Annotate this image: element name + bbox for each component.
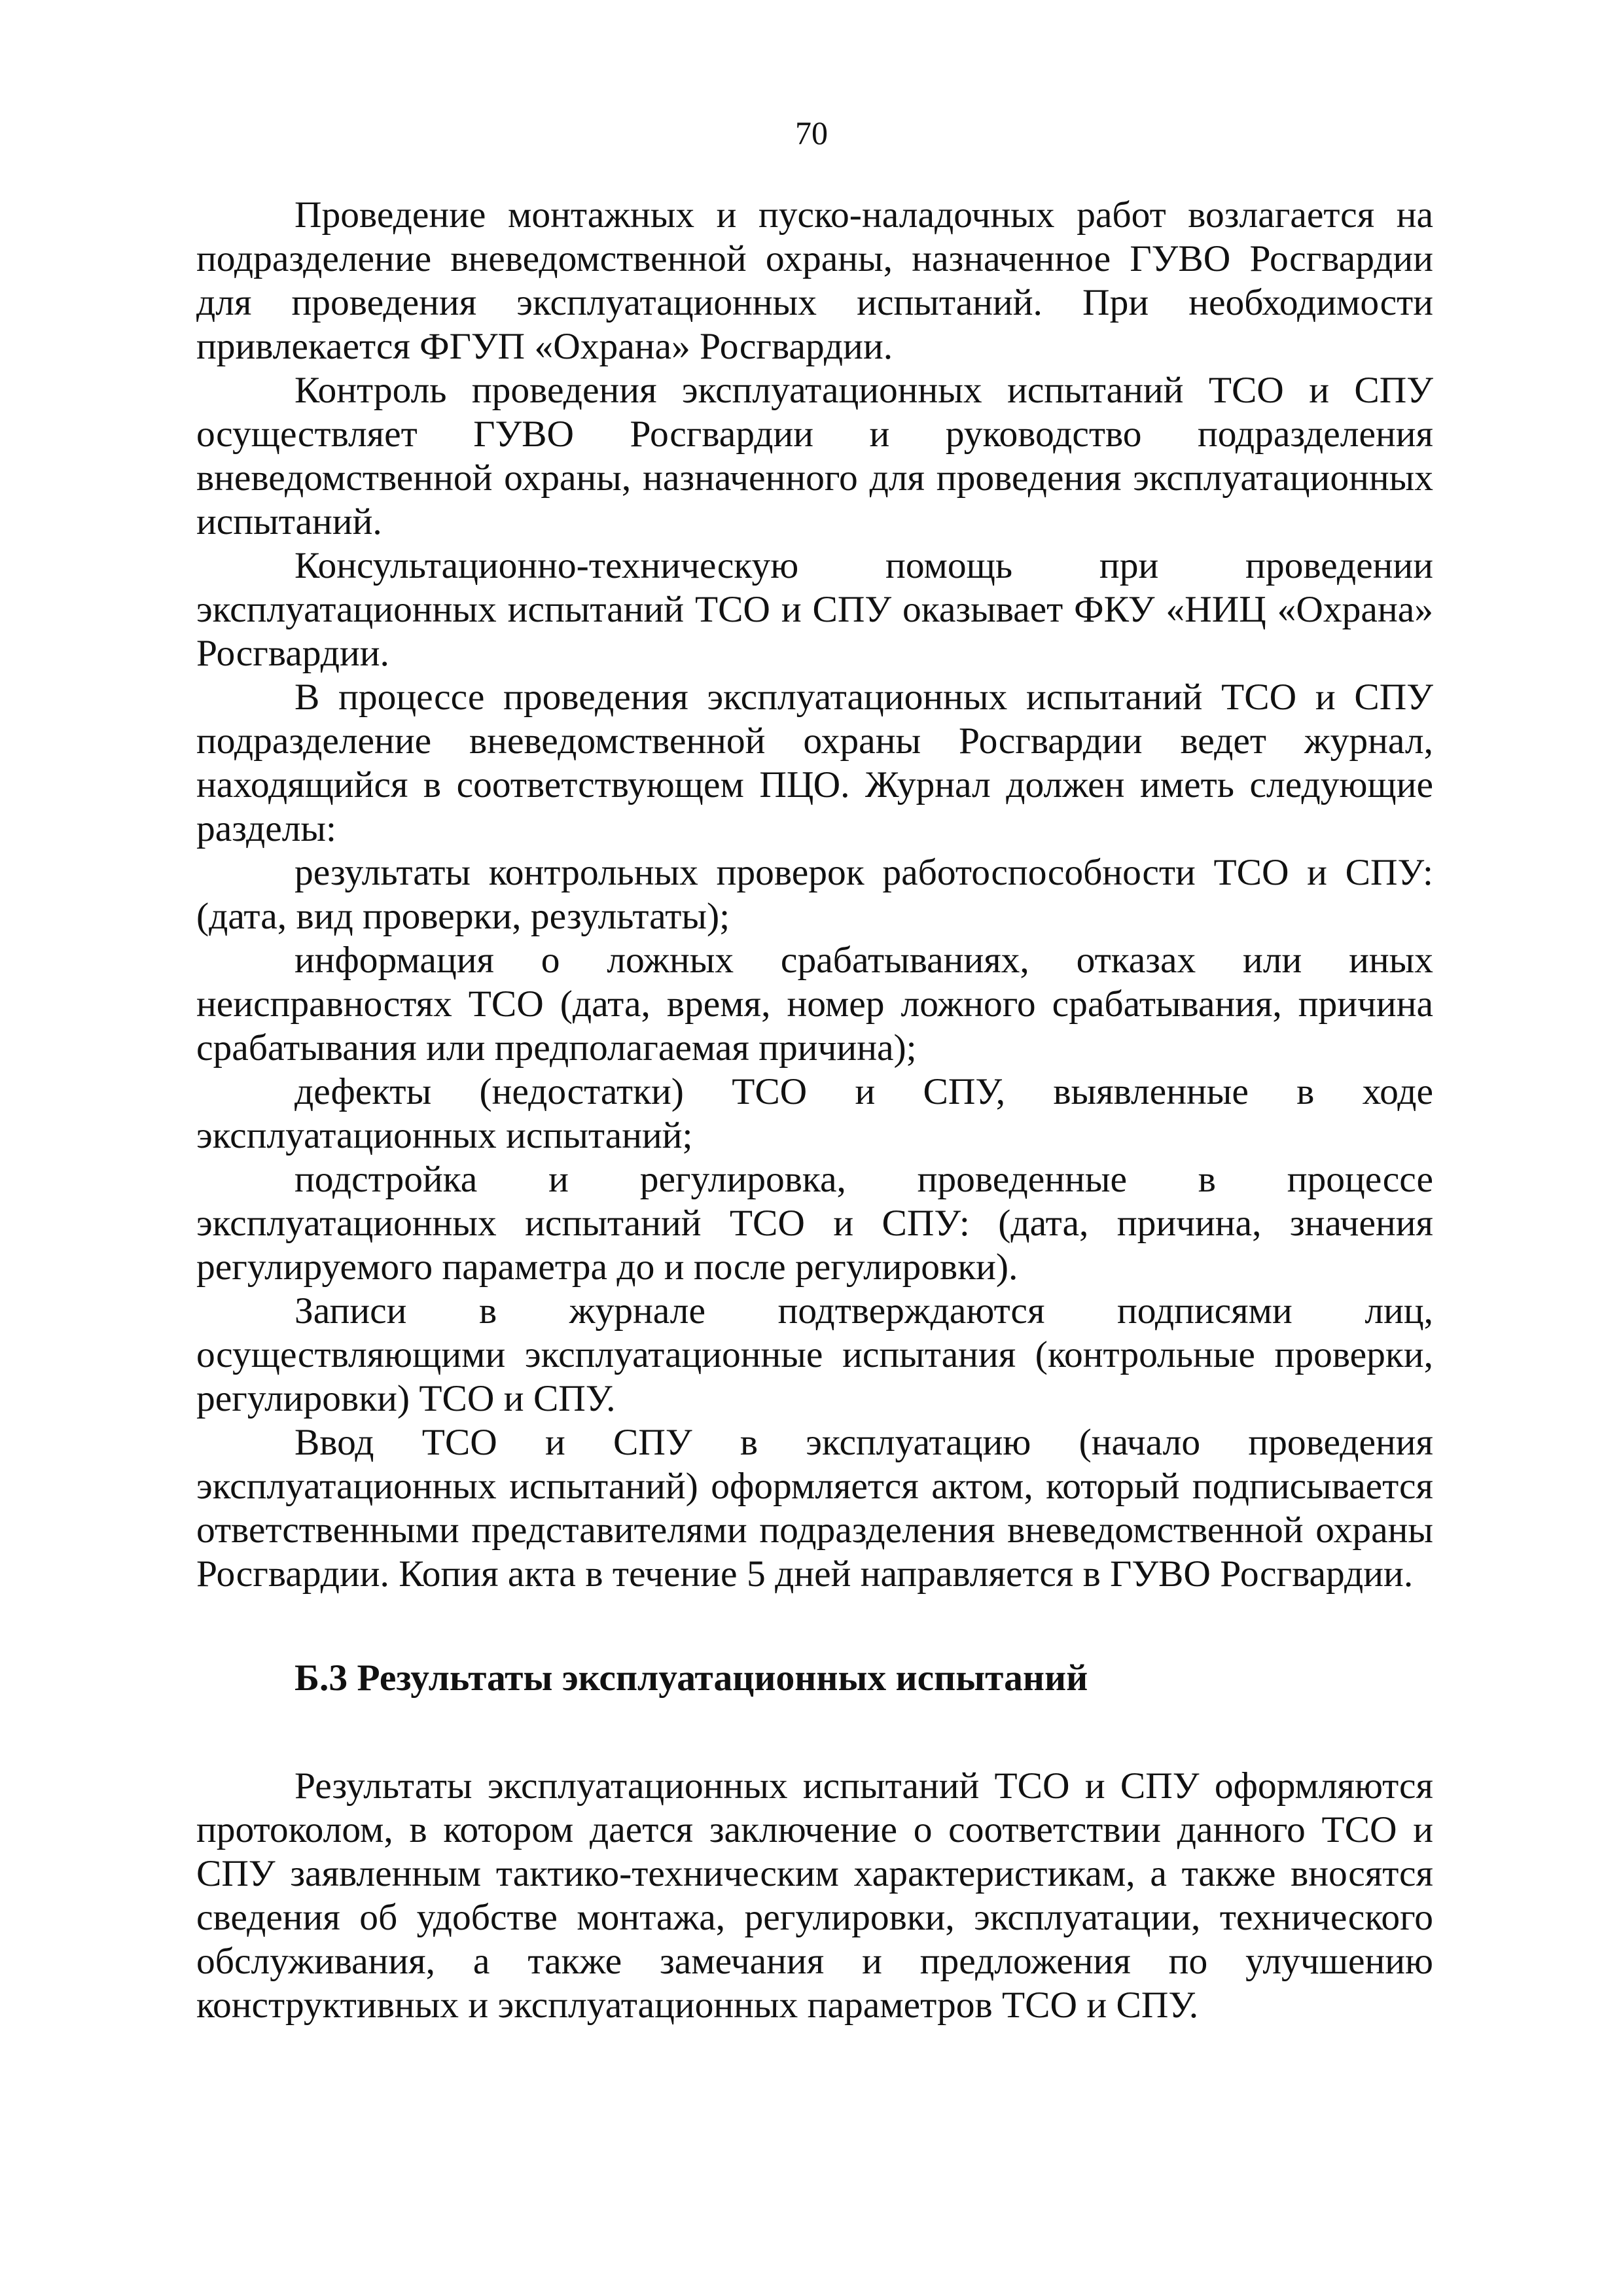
paragraph-commissioning-act: Ввод ТСО и СПУ в эксплуатацию (начало проведения эксплуатационных испытаний) оформляется актом, который подписывается ответственными представителями подразделения вневедомственной охраны Росгвардии. Копия акта в течение 5 дней направляется в ГУВО Росгвардии.: [196, 1422, 1433, 1595]
paragraph-journal: В процессе проведения эксплуатационных испытаний ТСО и СПУ подразделение вневедомственной охраны Росгвардии ведет журнал, находящийся в соответствующем ПЦО. Журнал должен иметь следующие разделы:: [196, 677, 1433, 849]
section-heading: Б.3 Результаты эксплуатационных испытаний: [294, 1657, 1088, 1699]
document-body: [196, 193, 1433, 2027]
journal-section-adjustments: подстройка и регулировка, проведенные в процессе эксплуатационных испытаний ТСО и СПУ: (дата, причина, значения регулируемого параметра до и после регулировки).: [196, 1159, 1433, 1288]
journal-section-check-results: результаты контрольных проверок работоспособности ТСО и СПУ: (дата, вид проверки, результаты);: [196, 852, 1433, 937]
journal-section-false-alarms: информация о ложных срабатываниях, отказах или иных неисправностях ТСО (дата, время, номер ложного срабатывания, причина срабатывания или предполагаемая причина);: [196, 940, 1433, 1069]
paragraph-journal-signatures: Записи в журнале подтверждаются подписями лиц, осуществляющими эксплуатационные испытания (контрольные проверки, регулировки) ТСО и СПУ.: [196, 1290, 1433, 1419]
paragraph-installation-works: Проведение монтажных и пуско-наладочных работ возлагается на подразделение вневедомственной охраны, назначенное ГУВО Росгвардии для проведения эксплуатационных испытаний. При необходимости привлекается ФГУП «Охрана» Росгвардии.: [196, 194, 1433, 367]
paragraph-test-results: Результаты эксплуатационных испытаний ТСО и СПУ оформляются протоколом, в котором дается заключение о соответствии данного ТСО и СПУ заявленным тактико-техническим характеристикам, а также вносятся сведения об удобстве монтажа, регулировки, эксплуатации, технического обслуживания, а также замечания и предложения по улучшению конструктивных и эксплуатационных параметров ТСО и СПУ.: [196, 1765, 1433, 2026]
paragraph-technical-assistance: Консультационно-техническую помощь при проведении эксплуатационных испытаний ТСО и СПУ оказывает ФКУ «НИЦ «Охрана» Росгвардии.: [196, 545, 1433, 674]
paragraph-test-control: Контроль проведения эксплуатационных испытаний ТСО и СПУ осуществляет ГУВО Росгвардии и руководство подразделения вневедомственной охраны, назначенного для проведения эксплуатационных испытаний.: [196, 370, 1433, 542]
page-number: 70: [795, 115, 828, 151]
journal-section-defects: дефекты (недостатки) ТСО и СПУ, выявленные в ходе эксплуатационных испытаний;: [196, 1071, 1433, 1156]
